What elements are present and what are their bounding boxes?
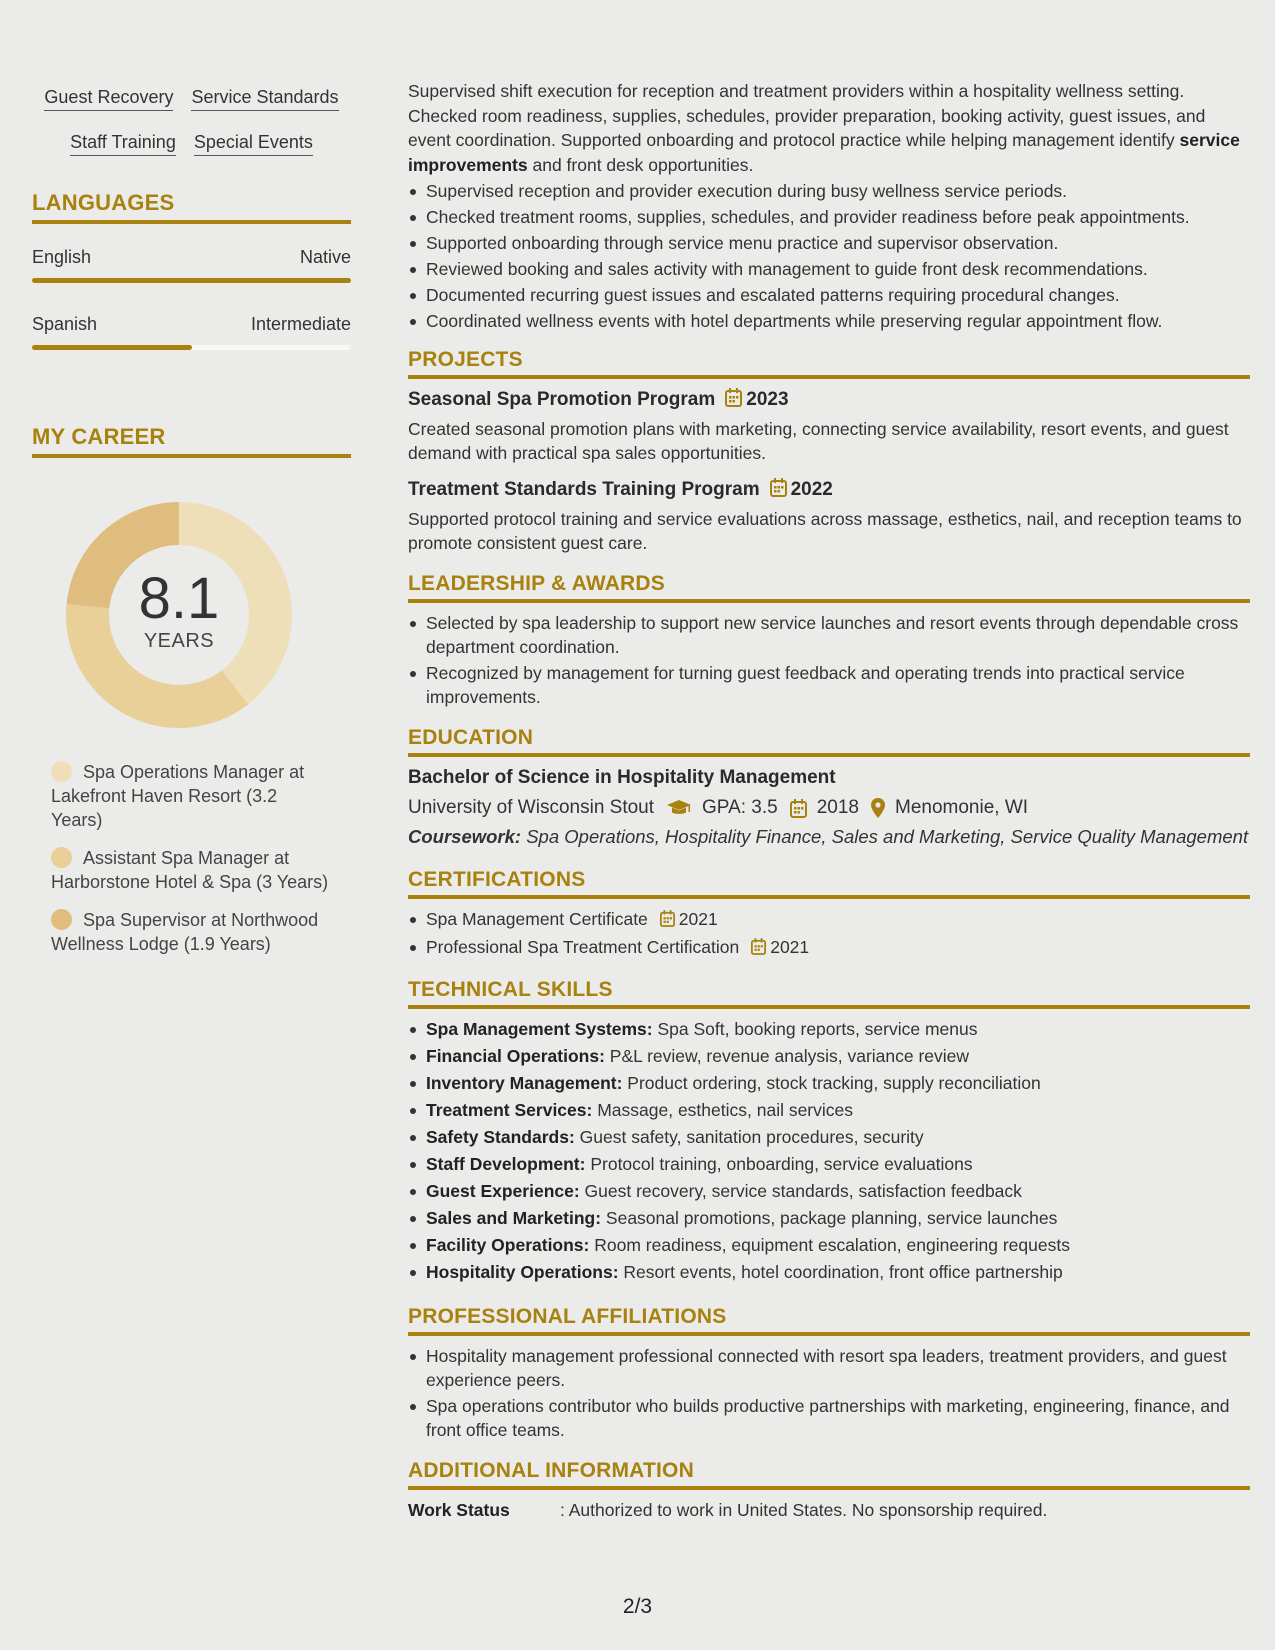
skill-label: Staff Development: bbox=[426, 1154, 586, 1174]
career-total bbox=[64, 500, 294, 730]
skill-value: Seasonal promotions, package planning, service launches bbox=[601, 1208, 1058, 1228]
skill-tag: Service Standards bbox=[191, 86, 338, 111]
skill-item bbox=[408, 1179, 1250, 1203]
career-section bbox=[32, 424, 351, 956]
skill-tag-row bbox=[32, 131, 351, 156]
career-total-unit: YEARS bbox=[143, 630, 215, 652]
certification-year: 2021 bbox=[678, 909, 718, 929]
career-total-value: 8.1 bbox=[138, 566, 220, 631]
project-year: 2022 bbox=[790, 479, 833, 500]
language-bar bbox=[32, 345, 351, 350]
work-status-label: Work Status bbox=[408, 1500, 510, 1520]
certification-year: 2021 bbox=[770, 937, 810, 957]
project-title bbox=[408, 387, 1250, 415]
career-item bbox=[51, 760, 331, 832]
career-item bbox=[51, 908, 331, 956]
skill-value: Product ordering, stock tracking, supply reconciliation bbox=[622, 1073, 1041, 1093]
school-location: Menomonie, WI bbox=[895, 797, 1029, 818]
career-list bbox=[51, 760, 331, 956]
work-status-value: : Authorized to work in United States. No sponsorship required. bbox=[560, 1500, 1048, 1520]
project-title bbox=[408, 477, 1250, 505]
degree: Bachelor of Science in Hospitality Management bbox=[408, 767, 836, 788]
calendar-icon bbox=[770, 478, 787, 505]
career-dot bbox=[51, 847, 72, 868]
affiliations-list bbox=[408, 1344, 1250, 1442]
language-bar bbox=[32, 278, 351, 283]
career-dot bbox=[51, 909, 72, 930]
project-name: Treatment Standards Training Program bbox=[408, 479, 760, 500]
skill-label: Safety Standards: bbox=[426, 1127, 575, 1147]
skill-item bbox=[408, 1233, 1250, 1257]
skill-item bbox=[408, 1206, 1250, 1230]
coursework-label: Coursework: bbox=[408, 826, 522, 847]
skill-label: Guest Experience: bbox=[426, 1181, 580, 1201]
career-item-text: Spa Supervisor at Northwood Wellness Lodge (1.9 Years) bbox=[51, 910, 319, 954]
experience-bullet: Supervised reception and provider execution during busy wellness service periods. bbox=[408, 179, 1250, 203]
experience-bullet: Reviewed booking and sales activity with management to guide front desk recommendations. bbox=[408, 257, 1250, 281]
experience-bullets bbox=[408, 179, 1250, 333]
skill-label: Sales and Marketing: bbox=[426, 1208, 602, 1228]
experience-bullet: Documented recurring guest issues and escalated patterns requiring procedural changes. bbox=[408, 283, 1250, 307]
project-name: Seasonal Spa Promotion Program bbox=[408, 389, 716, 410]
skill-item bbox=[408, 1098, 1250, 1122]
language-item bbox=[32, 313, 351, 350]
certifications-list bbox=[408, 907, 1250, 961]
career-item bbox=[51, 846, 331, 894]
technical-skills-list bbox=[408, 1017, 1250, 1284]
experience-bullet: Supported onboarding through service menu practice and supervisor observation. bbox=[408, 231, 1250, 255]
coursework-list: Spa Operations, Hospitality Finance, Sales and Marketing, Service Quality Management bbox=[521, 826, 1249, 847]
skill-label: Hospitality Operations: bbox=[426, 1262, 619, 1282]
certifications-heading: CERTIFICATIONS bbox=[408, 867, 1250, 899]
language-bar-fill bbox=[32, 345, 192, 350]
skill-value: Protocol training, onboarding, service evaluations bbox=[585, 1154, 973, 1174]
affiliation-item: Hospitality management professional connected with resort spa leaders, treatment providers, and guest experience peers. bbox=[408, 1344, 1250, 1392]
career-dot bbox=[51, 761, 72, 782]
skill-value: Massage, esthetics, nail services bbox=[592, 1100, 854, 1120]
leadership-item: Selected by spa leadership to support new service launches and resort events through dependable cross department coordination. bbox=[408, 611, 1250, 659]
experience-bullet: Coordinated wellness events with hotel departments while preserving regular appointment flow. bbox=[408, 309, 1250, 333]
skill-item bbox=[408, 1071, 1250, 1095]
work-status-row bbox=[408, 1498, 1250, 1522]
skill-item bbox=[408, 1017, 1250, 1041]
skill-tag: Guest Recovery bbox=[44, 86, 173, 111]
skill-value: P&L review, revenue analysis, variance review bbox=[604, 1046, 970, 1066]
summary-text: and front desk opportunities. bbox=[527, 154, 754, 175]
skill-item bbox=[408, 1152, 1250, 1176]
leadership-heading: LEADERSHIP & AWARDS bbox=[408, 571, 1250, 603]
education-heading: EDUCATION bbox=[408, 725, 1250, 757]
language-bar-fill bbox=[32, 278, 351, 283]
skill-tag: Staff Training bbox=[70, 131, 176, 156]
skill-value: Room readiness, equipment escalation, engineering requests bbox=[589, 1235, 1070, 1255]
technical-skills-heading: TECHNICAL SKILLS bbox=[408, 977, 1250, 1009]
project-year: 2023 bbox=[746, 389, 789, 410]
additional-info-heading: ADDITIONAL INFORMATION bbox=[408, 1458, 1250, 1490]
graduation-cap-icon bbox=[666, 799, 692, 817]
skill-item bbox=[408, 1125, 1250, 1149]
education-meta bbox=[408, 795, 1250, 821]
language-name: Spanish bbox=[32, 314, 98, 334]
skill-value: Spa Soft, booking reports, service menus bbox=[652, 1019, 978, 1039]
skill-label: Treatment Services: bbox=[426, 1100, 593, 1120]
projects-heading: PROJECTS bbox=[408, 347, 1250, 379]
school-name: University of Wisconsin Stout bbox=[408, 797, 655, 818]
languages-heading: LANGUAGES bbox=[32, 190, 351, 224]
language-level: Intermediate bbox=[250, 314, 351, 334]
career-item-text: Assistant Spa Manager at Harborstone Hotel & Spa (3 Years) bbox=[51, 848, 329, 892]
skill-tag: Special Events bbox=[194, 131, 313, 156]
skill-tag-row bbox=[32, 86, 351, 111]
summary-highlight: service improvements bbox=[408, 130, 1240, 175]
skill-label: Inventory Management: bbox=[426, 1073, 623, 1093]
experience-summary bbox=[408, 79, 1250, 177]
skill-value: Resort events, hotel coordination, front office partnership bbox=[618, 1262, 1063, 1282]
skill-value: Guest recovery, service standards, satisfaction feedback bbox=[579, 1181, 1022, 1201]
experience-bullet: Checked treatment rooms, supplies, schedules, and provider readiness before peak appointments. bbox=[408, 205, 1250, 229]
skill-label: Financial Operations: bbox=[426, 1046, 605, 1066]
calendar-icon bbox=[660, 909, 675, 933]
skill-value: Guest safety, sanitation procedures, security bbox=[574, 1127, 924, 1147]
language-name: English bbox=[32, 247, 92, 267]
skill-label: Spa Management Systems: bbox=[426, 1019, 653, 1039]
skill-tags bbox=[32, 86, 351, 156]
affiliations-heading: PROFESSIONAL AFFILIATIONS bbox=[408, 1304, 1250, 1336]
project-description: Supported protocol training and service evaluations across massage, esthetics, nail, and reception teams to promote consistent guest care. bbox=[408, 509, 1242, 553]
language-item bbox=[32, 246, 351, 283]
summary-text: Supervised shift execution for reception and treatment providers within a hospitality wellness setting. Checked room readiness, supplies, schedules, provider preparation, booking activity, guest issues, and event coordination. Supported onboarding and protocol practice while helping management identify bbox=[408, 81, 1206, 150]
career-donut bbox=[64, 500, 294, 730]
coursework bbox=[408, 825, 1250, 849]
certification-name: Professional Spa Treatment Certification bbox=[426, 937, 740, 957]
page-number: 2/3 bbox=[622, 1595, 653, 1618]
right-column bbox=[408, 79, 1250, 1522]
affiliation-item: Spa operations contributor who builds productive partnerships with marketing, engineering, finance, and front office teams. bbox=[408, 1394, 1250, 1442]
gpa: GPA: 3.5 bbox=[702, 797, 778, 818]
career-heading: MY CAREER bbox=[32, 424, 351, 458]
certification-item bbox=[408, 907, 1250, 933]
calendar-icon bbox=[725, 388, 742, 415]
skill-item bbox=[408, 1044, 1250, 1068]
leadership-item: Recognized by management for turning guest feedback and operating trends into practical service improvements. bbox=[408, 661, 1250, 709]
certification-name: Spa Management Certificate bbox=[426, 909, 648, 929]
leadership-list bbox=[408, 611, 1250, 709]
left-column bbox=[32, 86, 351, 970]
languages-section bbox=[32, 190, 351, 350]
certification-item bbox=[408, 935, 1250, 961]
graduation-year: 2018 bbox=[816, 797, 859, 818]
project-description: Created seasonal promotion plans with marketing, connecting service availability, resort events, and guest demand with practical spa sales opportunities. bbox=[408, 419, 1229, 463]
location-pin-icon bbox=[871, 798, 885, 818]
skill-item bbox=[408, 1260, 1250, 1284]
career-item-text: Spa Operations Manager at Lakefront Haven Resort (3.2 Years) bbox=[51, 762, 305, 830]
calendar-icon bbox=[790, 799, 807, 818]
language-level: Native bbox=[299, 247, 351, 267]
calendar-icon bbox=[751, 937, 766, 961]
skill-label: Facility Operations: bbox=[426, 1235, 590, 1255]
